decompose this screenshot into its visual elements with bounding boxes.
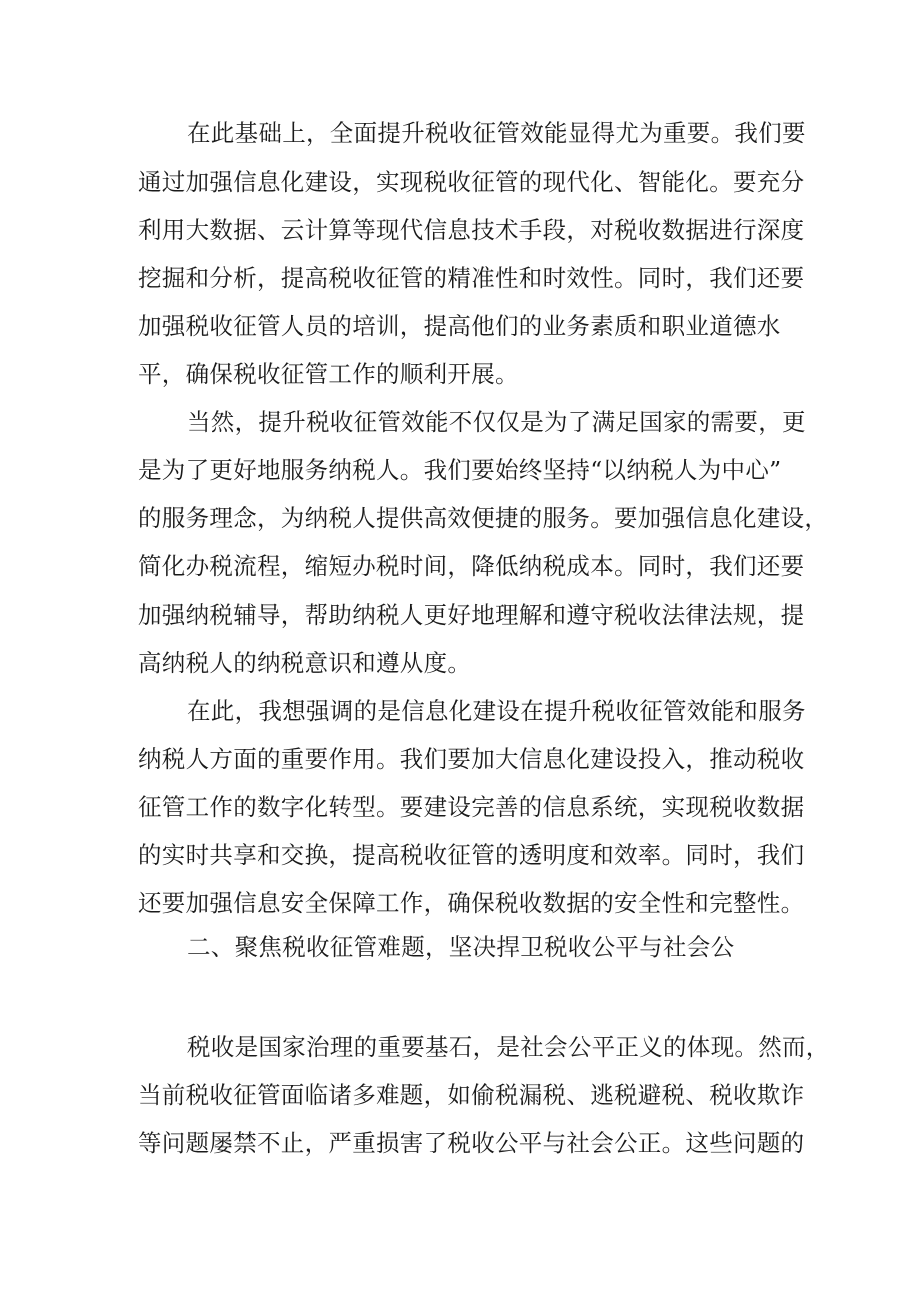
paragraph-3-line-5: 还要加强信息安全保障工作，确保税收数据的安全性和完整性。 — [138, 889, 805, 917]
paragraph-4-line-1: 税收是国家治理的重要基石，是社会公平正义的体现。然而， — [187, 1033, 830, 1061]
paragraph-1-line-2: 通过加强信息化建设，实现税收征管的现代化、智能化。要充分 — [138, 168, 805, 196]
paragraph-3-line-4: 的实时共享和交换，提高税收征管的透明度和效率。同时，我们 — [138, 841, 805, 869]
paragraph-2-line-4: 简化办税流程，缩短办税时间，降低纳税成本。同时，我们还要 — [138, 552, 805, 580]
paragraph-4-line-3: 等问题屡禁不止，严重损害了税收公平与社会公正。这些问题的 — [138, 1129, 805, 1157]
paragraph-3-line-3: 征管工作的数字化转型。要建设完善的信息系统，实现税收数据 — [138, 793, 805, 821]
paragraph-1-line-4: 挖掘和分析，提高税收征管的精准性和时效性。同时，我们还要 — [138, 264, 805, 292]
paragraph-2-line-5: 加强纳税辅导，帮助纳税人更好地理解和遵守税收法律法规，提 — [138, 601, 805, 629]
paragraph-3-line-1: 在此，我想强调的是信息化建设在提升税收征管效能和服务 — [187, 697, 806, 725]
paragraph-2-line-2: 是为了更好地服务纳税人。我们要始终坚持“以纳税人为中心” — [138, 456, 782, 484]
paragraph-2-line-6: 高纳税人的纳税意识和遵从度。 — [138, 649, 472, 677]
paragraph-1-line-5: 加强税收征管人员的培训，提高他们的业务素质和职业道德水 — [138, 312, 781, 340]
section-heading: 二、聚焦税收征管难题，坚决捍卫税收公平与社会公 — [187, 933, 735, 961]
paragraph-1-line-3: 利用大数据、云计算等现代信息技术手段，对税收数据进行深度 — [138, 216, 805, 244]
paragraph-1-line-6: 平，确保税收征管工作的顺利开展。 — [138, 360, 519, 388]
paragraph-2-line-3: 的服务理念，为纳税人提供高效便捷的服务。要加强信息化建设， — [138, 504, 829, 532]
paragraph-1-line-1: 在此基础上，全面提升税收征管效能显得尤为重要。我们要 — [187, 119, 806, 147]
paragraph-3-line-2: 纳税人方面的重要作用。我们要加大信息化建设投入，推动税收 — [138, 745, 805, 773]
paragraph-4-line-2: 当前税收征管面临诸多难题，如偷税漏税、逃税避税、税收欺诈 — [138, 1081, 805, 1109]
paragraph-2-line-1: 当然，提升税收征管效能不仅仅是为了满足国家的需要，更 — [187, 408, 806, 436]
